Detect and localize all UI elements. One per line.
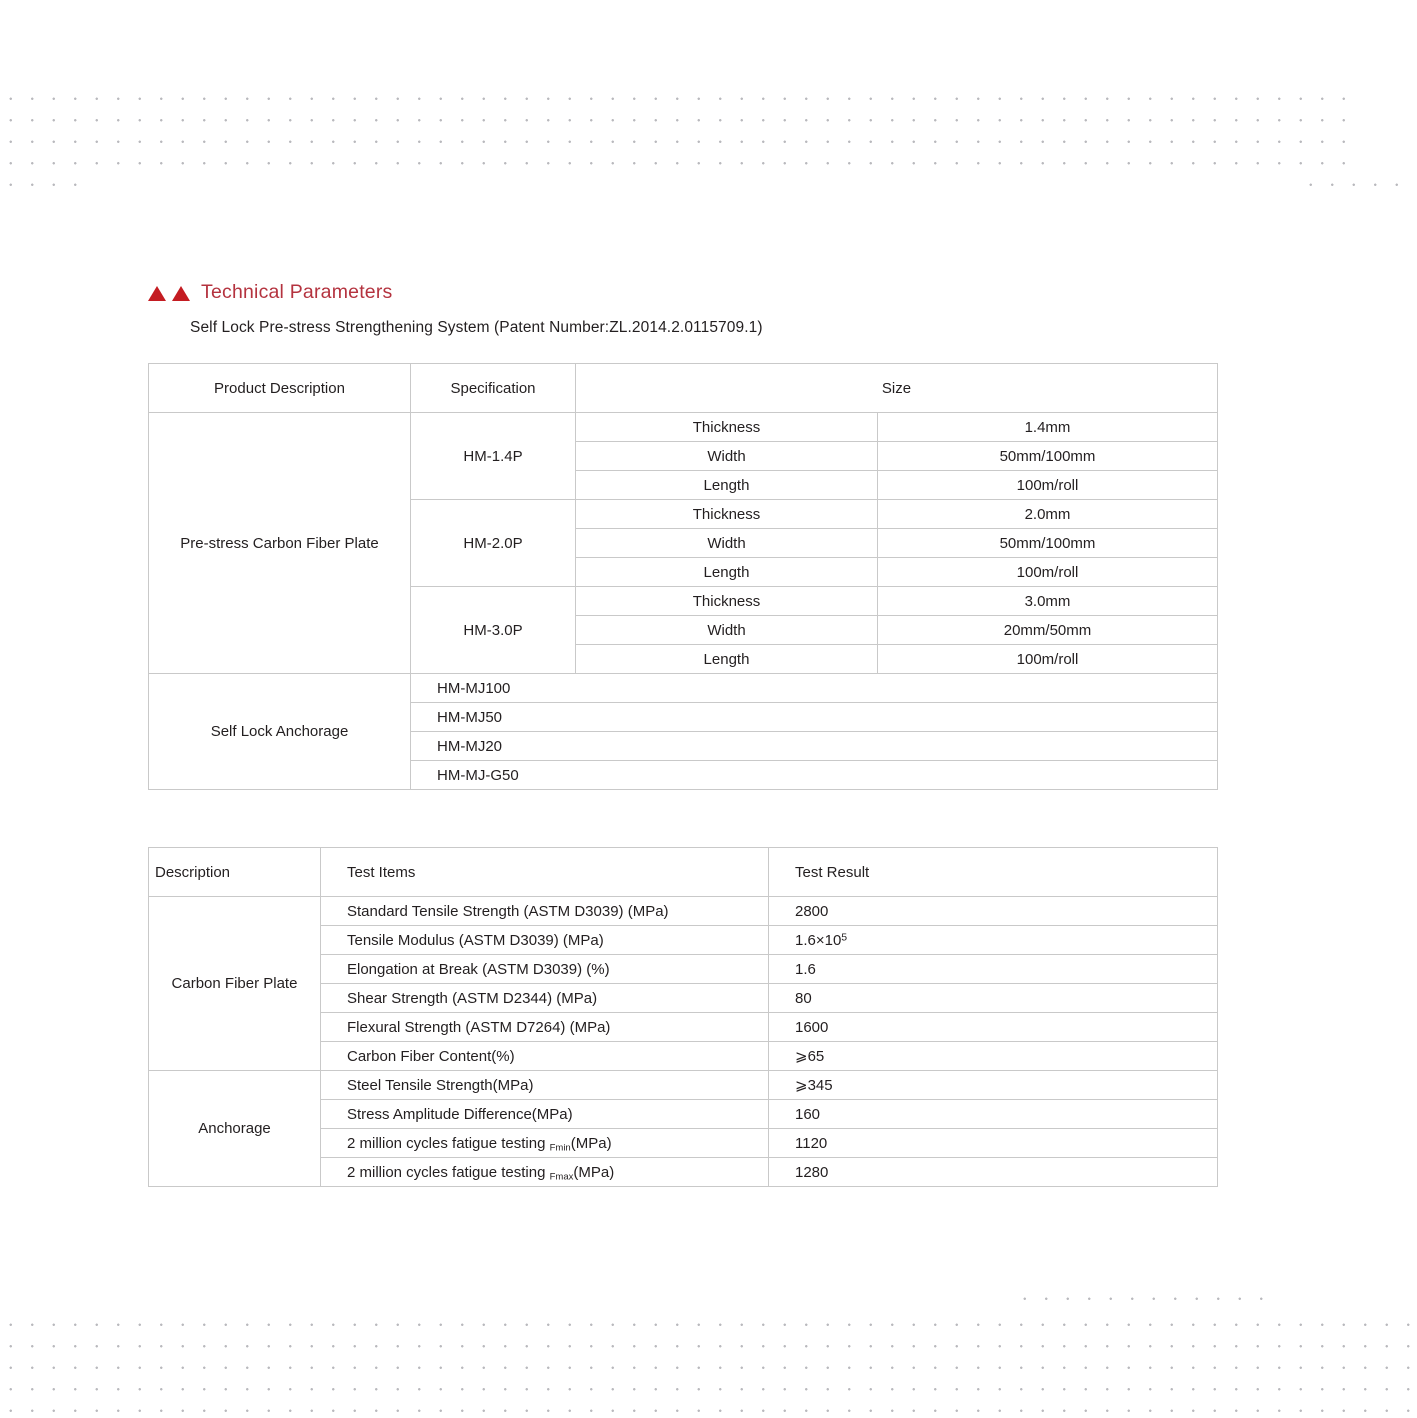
test-item-text: 2 million cycles fatigue testing [347, 1163, 550, 1181]
cell-spec-hm-1-4p: HM-1.4P [411, 413, 576, 500]
test-result-exponent: 5 [841, 930, 848, 943]
cell-size-label: Length [576, 558, 878, 587]
test-item-tail: (MPa) [573, 1163, 615, 1181]
cell-test-result: 1.6 [769, 955, 1218, 984]
cell-size-label: Thickness [576, 587, 878, 616]
table-row [149, 674, 1218, 703]
cell-size-label: Thickness [576, 413, 878, 442]
cell-test-item: Steel Tensile Strength(MPa) [321, 1071, 769, 1100]
cell-test-result: 160 [769, 1100, 1218, 1129]
triangle-up-icon [172, 286, 190, 301]
table-header-row [149, 848, 1218, 897]
cell-size-label: Width [576, 529, 878, 558]
test-item-subscript: Fmin [549, 1141, 571, 1153]
test-item-tail: (MPa) [570, 1134, 612, 1152]
cell-test-result: 1280 [769, 1158, 1218, 1187]
header-product-description: Product Description [149, 364, 411, 413]
section-heading [148, 281, 393, 304]
cell-size-label: Thickness [576, 500, 878, 529]
cell-anchorage-model: HM-MJ100 [411, 674, 1218, 703]
cell-test-result [769, 926, 1218, 955]
cell-test-result: 2800 [769, 897, 1218, 926]
cell-test-item: Shear Strength (ASTM D2344) (MPa) [321, 984, 769, 1013]
test-result-value: 1.6×10 [795, 931, 842, 949]
decorative-dot-pattern-top-left-lower [0, 174, 78, 198]
cell-test-item: Carbon Fiber Content(%) [321, 1042, 769, 1071]
cell-size-label: Width [576, 616, 878, 645]
cell-spec-hm-3-0p: HM-3.0P [411, 587, 576, 674]
cell-size-label: Length [576, 471, 878, 500]
cell-product-description-anchorage: Self Lock Anchorage [149, 674, 411, 790]
decorative-dot-pattern-top-left [0, 88, 1360, 174]
cell-size-value: 50mm/100mm [878, 442, 1218, 471]
cell-description-carbon-fiber-plate: Carbon Fiber Plate [149, 897, 321, 1071]
cell-anchorage-model: HM-MJ20 [411, 732, 1218, 761]
cell-test-item: Standard Tensile Strength (ASTM D3039) (MPa) [321, 897, 769, 926]
cell-size-label: Length [576, 645, 878, 674]
table-header-row [149, 364, 1218, 413]
cell-size-value: 50mm/100mm [878, 529, 1218, 558]
cell-anchorage-model: HM-MJ50 [411, 703, 1218, 732]
cell-size-value: 20mm/50mm [878, 616, 1218, 645]
test-item-text: 2 million cycles fatigue testing [347, 1134, 550, 1152]
cell-size-label: Width [576, 442, 878, 471]
cell-description-anchorage: Anchorage [149, 1071, 321, 1187]
header-size: Size [576, 364, 1218, 413]
cell-product-description-carbon-plate: Pre-stress Carbon Fiber Plate [149, 413, 411, 674]
cell-test-result: 80 [769, 984, 1218, 1013]
table-row [149, 897, 1218, 926]
header-test-items: Test Items [321, 848, 769, 897]
table-row [149, 413, 1218, 442]
page-title: Technical Parameters [201, 281, 393, 303]
cell-size-value: 2.0mm [878, 500, 1218, 529]
cell-test-item: Flexural Strength (ASTM D7264) (MPa) [321, 1013, 769, 1042]
cell-test-item: Elongation at Break (ASTM D3039) (%) [321, 955, 769, 984]
decorative-dot-pattern-top-right [1300, 174, 1417, 198]
product-specification-table [148, 363, 1218, 790]
cell-test-item [321, 1158, 769, 1187]
decorative-dot-pattern-bottom-upper [1014, 1288, 1274, 1314]
triangle-up-icon [148, 286, 166, 301]
cell-test-result: ⩾65 [769, 1042, 1218, 1071]
decorative-dot-pattern-bottom [0, 1314, 1417, 1418]
cell-spec-hm-2-0p: HM-2.0P [411, 500, 576, 587]
header-description: Description [149, 848, 321, 897]
cell-test-result: 1120 [769, 1129, 1218, 1158]
cell-size-value: 1.4mm [878, 413, 1218, 442]
cell-test-result: ⩾345 [769, 1071, 1218, 1100]
header-specification: Specification [411, 364, 576, 413]
cell-size-value: 100m/roll [878, 558, 1218, 587]
cell-size-value: 100m/roll [878, 645, 1218, 674]
test-item-subscript: Fmax [549, 1170, 574, 1182]
header-test-result: Test Result [769, 848, 1218, 897]
cell-test-item: Tensile Modulus (ASTM D3039) (MPa) [321, 926, 769, 955]
table-row [149, 1071, 1218, 1100]
test-result-table [148, 847, 1218, 1187]
cell-test-item: Stress Amplitude Difference(MPa) [321, 1100, 769, 1129]
cell-anchorage-model: HM-MJ-G50 [411, 761, 1218, 790]
cell-test-result: 1600 [769, 1013, 1218, 1042]
cell-test-item [321, 1129, 769, 1158]
cell-size-value: 100m/roll [878, 471, 1218, 500]
cell-size-value: 3.0mm [878, 587, 1218, 616]
system-subtitle: Self Lock Pre-stress Strengthening System (Patent Number:ZL.2014.2.0115709.1) [190, 319, 763, 336]
